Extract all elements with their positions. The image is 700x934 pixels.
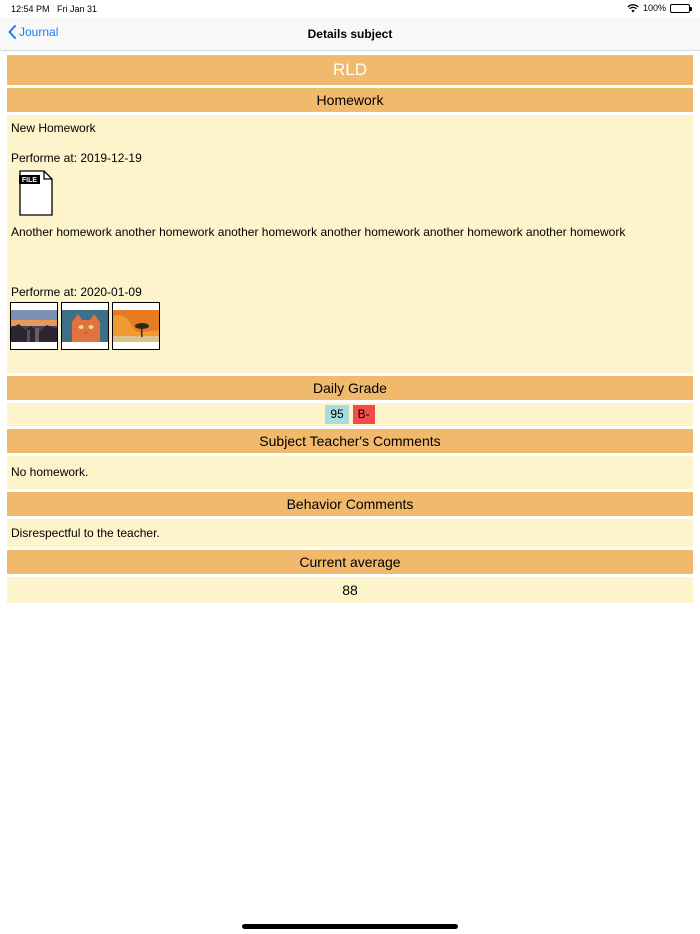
teacher-comments-text: No homework. [7,456,693,489]
file-icon[interactable] [19,170,53,216]
homework-date: Performe at: 2020-01-09 [11,285,142,299]
behavior-comments-text: Disrespectful to the teacher. [7,519,693,547]
homework-title: New Homework [11,121,96,135]
homework-panel [7,115,693,373]
status-bar [0,0,700,18]
teacher-comments-header: Subject Teacher's Comments [7,429,693,453]
homework-title: Another homework another homework another homework another homework another homework another homework [11,225,626,239]
home-indicator[interactable] [242,924,458,929]
subject-name: RLD [7,55,693,85]
grade-badge: B- [353,405,375,424]
daily-grade-panel [7,403,693,426]
battery-icon [670,4,690,13]
homework-header: Homework [7,88,693,112]
desert-tree-image[interactable] [112,302,160,350]
subject-details [7,55,693,603]
wifi-icon [627,4,639,13]
current-average-header: Current average [7,550,693,574]
back-button-label: Journal [19,25,59,39]
behavior-comments-header: Behavior Comments [7,492,693,516]
cat-image[interactable] [61,302,109,350]
status-indicators [627,3,690,13]
battery-percent: 100% [642,3,666,13]
status-time: 12:54 PM Fri Jan 31 [11,4,98,14]
homework-date: Performe at: 2019-12-19 [11,151,142,165]
status-date: Fri Jan 31 [57,4,98,14]
current-average-value: 88 [7,577,693,603]
daily-grade-header: Daily Grade [7,376,693,400]
navigation-bar [0,18,700,51]
file-icon-label: FILE [21,177,38,185]
grade-badge: 95 [325,405,348,424]
city-sunset-image[interactable] [10,302,58,350]
attachment-thumbnails [10,302,160,350]
page-title: Details subject [307,27,393,41]
